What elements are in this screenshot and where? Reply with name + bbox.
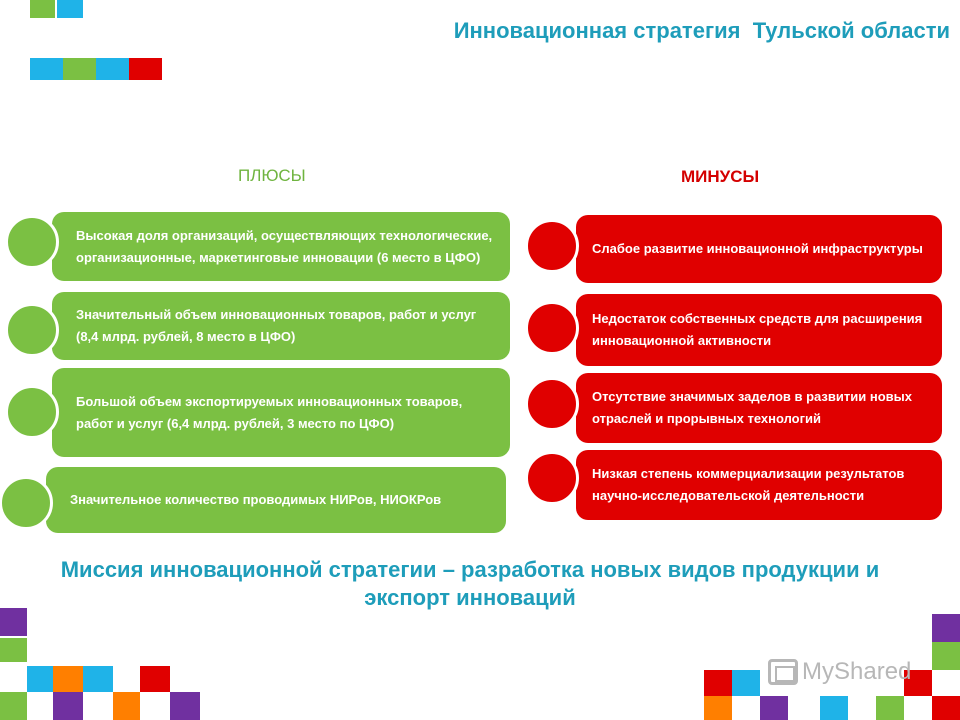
minus-item [576,373,942,443]
mission-statement: Миссия инновационной стратегии – разработка новых видов продукции и экспорт инноваций [60,557,880,610]
minus-bullet-icon [525,219,579,273]
plus-item-text: Значительный объем инновационных товаров, работ и услуг (8,4 млрд. рублей, 8 место в ЦФО) [76,307,477,344]
decor-square [96,58,129,80]
minuses-heading: МИНУСЫ [681,167,760,186]
decor-square [30,58,63,80]
watermark-text: MyShared [802,658,912,685]
minus-item-text: Низкая степень коммерциализации результатов научно-исследовательской деятельности [592,466,905,503]
decor-square [876,696,904,720]
plus-item-text: Значительное количество проводимых НИРов, НИОКРов [70,492,442,507]
plus-bullet-icon [5,215,59,269]
minus-item-text: Отсутствие значимых заделов в развитии новых отраслей и прорывных технологий [592,389,912,426]
decor-square [820,696,848,720]
minus-item-text: Слабое развитие инновационной инфраструктуры [592,241,923,256]
page-title: Инновационная стратегия Тульской области [453,18,950,43]
decor-square [30,0,55,18]
plus-bullet-icon [0,476,53,530]
decor-square [113,692,140,720]
decor-square [0,692,27,720]
decor-square [932,696,960,720]
plus-item [52,292,510,360]
minus-bullet-icon [525,451,579,505]
decor-square [932,614,960,642]
decor-square [27,666,53,692]
decor-square [0,638,27,662]
decor-square [170,692,200,720]
decor-square [0,608,27,636]
decor-square [140,666,170,692]
decor-square [704,696,732,720]
minus-bullet-icon [525,377,579,431]
plus-item [46,467,506,533]
decor-square [63,58,96,80]
watermark [768,658,911,686]
decor-square [83,666,113,692]
decor-square [53,666,83,692]
plus-item [52,212,510,281]
minus-item [576,215,942,283]
decor-square [760,696,788,720]
decor-square [732,670,760,696]
minus-item [576,450,942,520]
plus-item-text: Большой объем экспортируемых инновационных товаров, работ и услуг (6,4 млрд. рублей, 3 место по ЦФО) [76,393,463,431]
minus-item [576,294,942,366]
decor-square [704,670,732,696]
plus-bullet-icon [5,303,59,357]
presentation-icon [768,659,798,685]
minus-item-text: Недостаток собственных средств для расширения инновационной активности [592,311,923,348]
plus-item [52,368,510,457]
decor-square [129,58,162,80]
plus-item-text: Высокая доля организаций, осуществляющих технологические, организационные, маркетинговые инновации (6 место в ЦФО) [76,227,493,265]
decor-square [932,642,960,670]
minus-bullet-icon [525,301,579,355]
pluses-heading: ПЛЮСЫ [238,166,306,185]
decor-square [57,0,83,18]
plus-bullet-icon [5,385,59,439]
decor-square [53,692,83,720]
